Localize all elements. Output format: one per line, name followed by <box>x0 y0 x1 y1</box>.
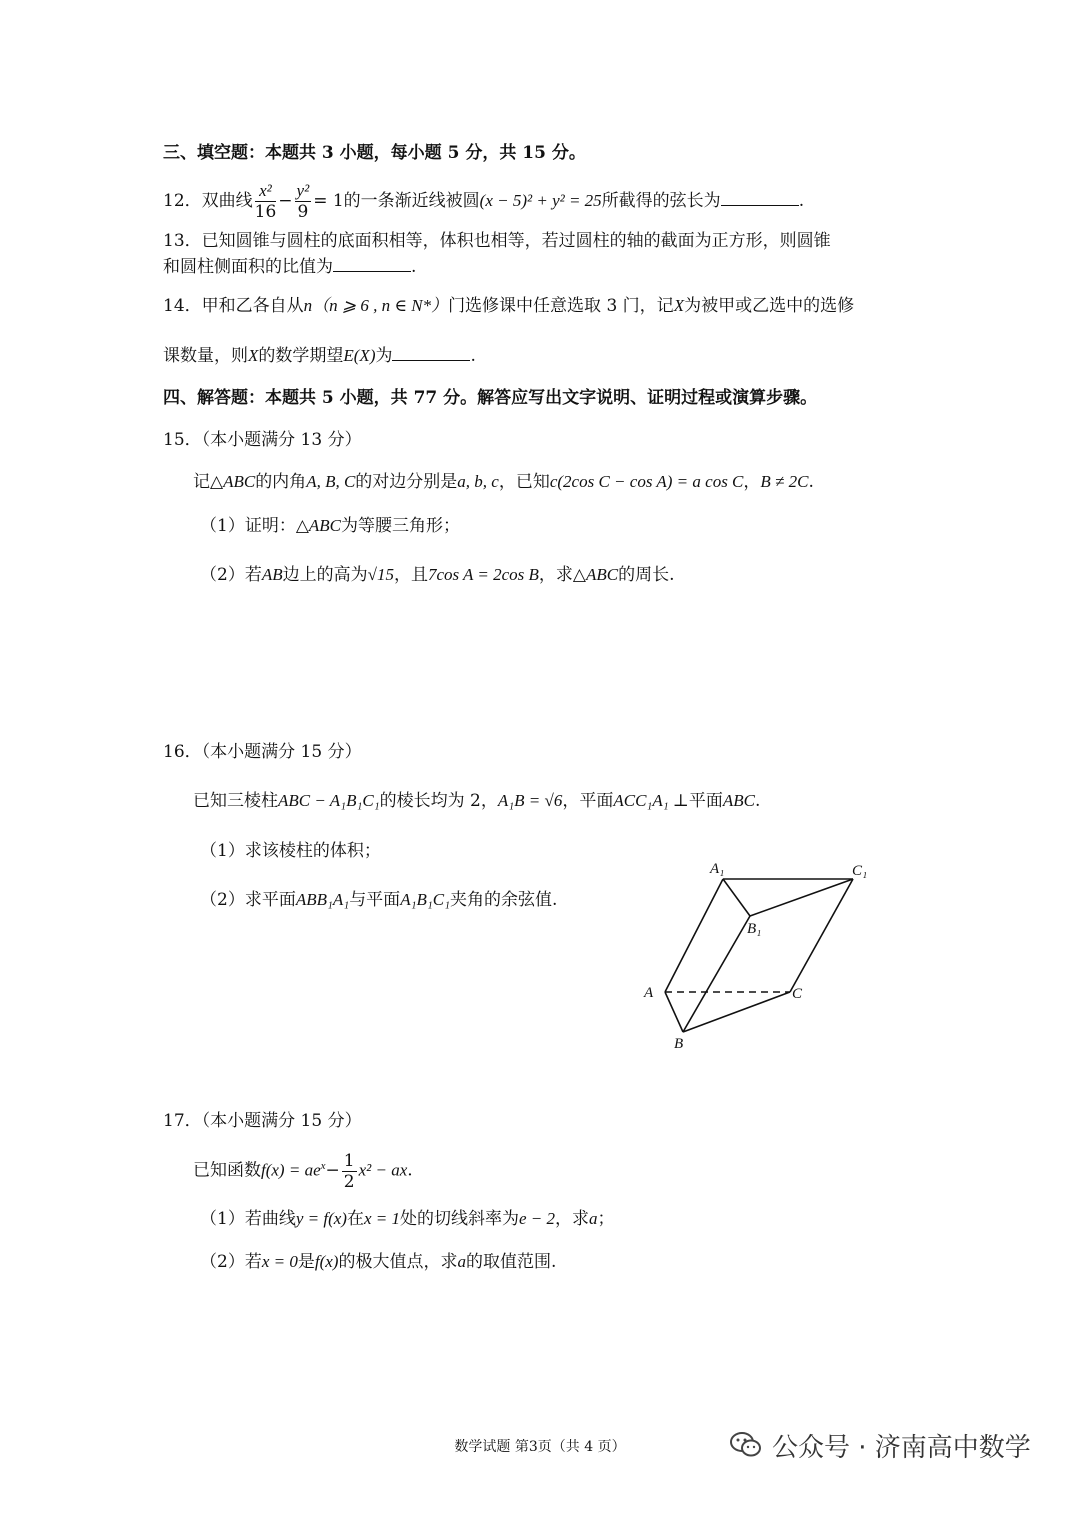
label-b: B <box>674 1036 684 1052</box>
watermark-text: 公众号 · 济南高中数学 <box>772 1432 1031 1463</box>
label-a: A <box>644 985 654 1001</box>
question-15-title: 15．（本小题满分 13 分） <box>163 430 362 450</box>
question-17-title: 17．（本小题满分 15 分） <box>163 1111 362 1131</box>
question-15-part-1: （1）证明：△ABC为等腰三角形； <box>200 516 460 536</box>
label-b1: B₁ <box>747 921 762 937</box>
prism-diagram <box>640 855 880 1055</box>
question-15-stem: 记△ABC的内角A, B, C的对边分别是a, b, c，已知c(2cos C − cos A) = a cos C，B ≠ 2C. <box>193 472 814 492</box>
label-a1: A₁ <box>710 861 725 877</box>
q14-answer-blank <box>392 344 470 361</box>
question-17-stem: 已知函数$f(x) = ae^x-$ $\frac{1}{2}$ x² − ax. <box>193 1150 413 1192</box>
q12-answer-blank <box>721 189 799 206</box>
section-3-heading: 三、填空题：本题共 3 小题，每小题 5 分，共 15 分。 <box>163 143 586 163</box>
q12-circle-equation: (x − 5)² + y² = 25 <box>479 191 602 210</box>
edge-a-a1 <box>665 879 723 992</box>
label-c: C <box>792 986 803 1002</box>
question-16-stem: 已知三棱柱ABC − A₁B₁C₁的棱长均为 2，A₁B = √6，平面ACC₁A₁ ⊥平面ABC. <box>193 791 761 811</box>
question-13-line-2: 和圆柱侧面积的比值为 . <box>163 257 417 277</box>
question-14-line-2: 课数量，则X的数学期望E(X)为 . <box>163 346 476 366</box>
q12-fraction-y: $\frac{\text{y²}}{9}$ <box>296 181 310 222</box>
question-17-part-1: （1）若曲线y = f(x)在x = 1处的切线斜率为e − 2，求a； <box>200 1209 615 1229</box>
question-12: 12．双曲线 $\frac{\text{x²}}{16}$ − $\frac{\text{y²}}{9}$ = 1的一条渐近线被圆(x − 5)² + y² = 25所截得的弦长为 . <box>163 181 805 222</box>
label-c1: C₁ <box>852 863 868 879</box>
question-16-title: 16．（本小题满分 15 分） <box>163 742 362 762</box>
watermark <box>730 1425 1031 1465</box>
page-footer: 数学试题 第3页（共 4 页） <box>454 1439 626 1455</box>
edge-a1-b1 <box>723 879 750 916</box>
edge-b-b1 <box>683 916 750 1032</box>
edge-c-c1 <box>790 879 853 992</box>
q12-fraction-x: $\frac{\text{x²}}{16}$ <box>254 181 277 222</box>
question-15-part-2: （2）若AB边上的高为√15，且7cos A = 2cos B，求△ABC的周长. <box>200 565 675 585</box>
question-13-line-1: 13．已知圆锥与圆柱的底面积相等，体积也相等，若过圆柱的轴的截面为正方形，则圆锥 <box>163 231 831 251</box>
section-4-heading: 四、解答题：本题共 5 小题，共 77 分。解答应写出文字说明、证明过程或演算步骤。 <box>163 388 818 408</box>
question-14-line-1: 14．甲和乙各自从n（n ⩾ 6 , n ∈ N*）门选修课中任意选取 3 门，记X为被甲或乙选中的选修 <box>163 296 855 316</box>
edge-a-b <box>665 992 683 1032</box>
q13-answer-blank <box>333 255 411 272</box>
question-16-part-2: （2）求平面ABB₁A₁与平面A₁B₁C₁夹角的余弦值. <box>200 890 558 910</box>
question-16-part-1: （1）求该棱柱的体积； <box>200 841 381 861</box>
q17-fraction-half: $\frac{1}{2}$ <box>343 1150 355 1192</box>
edge-b1-c1 <box>750 879 853 916</box>
wechat-icon <box>730 1431 762 1459</box>
q12-number: 12．双曲线 <box>163 191 253 211</box>
edge-b-c <box>683 992 790 1032</box>
question-17-part-2: （2）若x = 0是f(x)的极大值点，求a的取值范围. <box>200 1252 557 1272</box>
